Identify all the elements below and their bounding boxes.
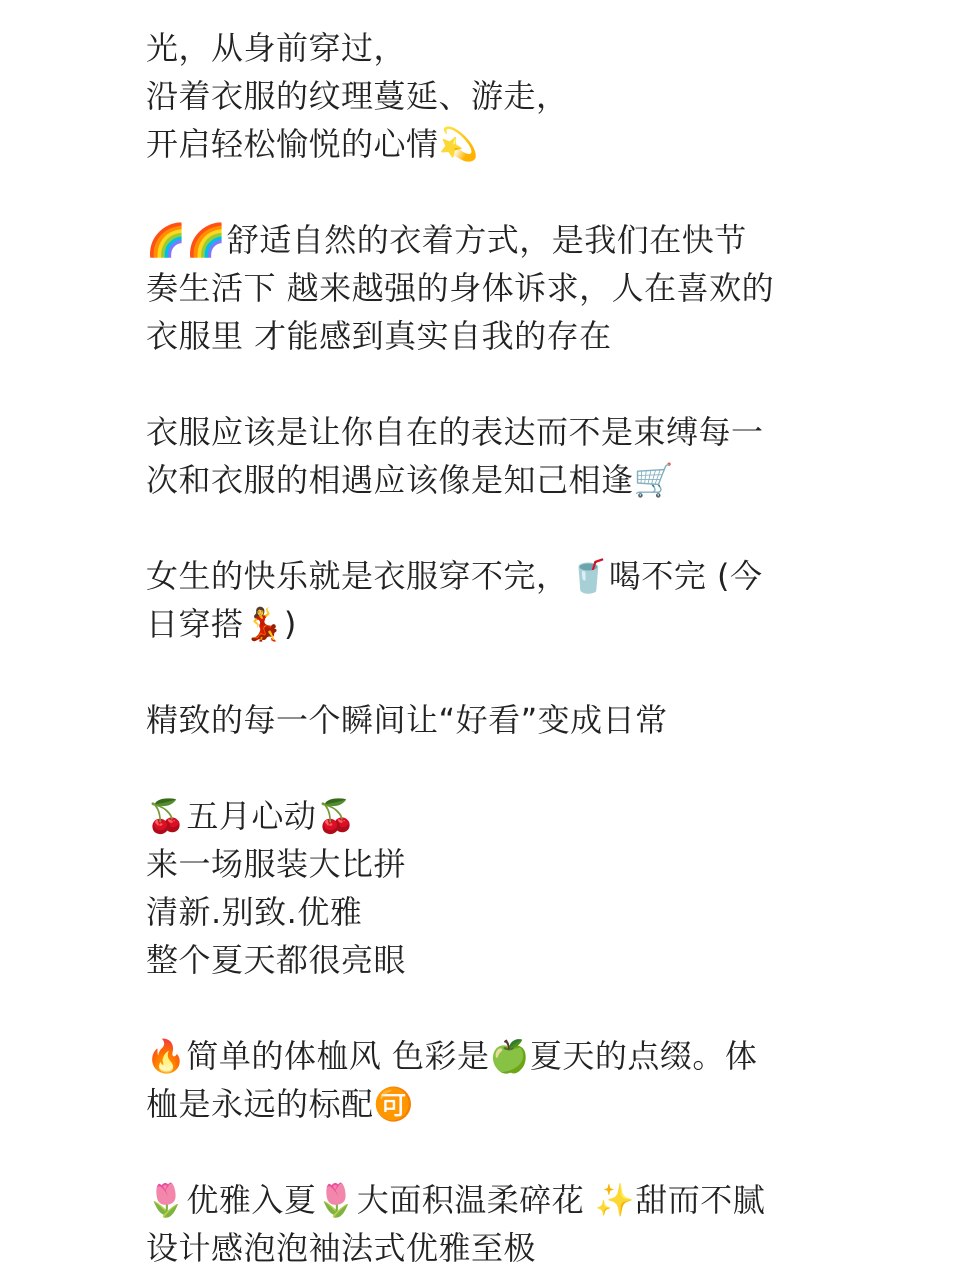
text-line: 设计感泡泡袖法式优雅至极 — [146, 1229, 537, 1267]
text-line: 奏生活下 越来越强的身体诉求，人在喜欢的 — [146, 269, 775, 307]
text-line: 次和衣服的相遇应该像是知己相逢🛒 — [146, 461, 674, 499]
text-line: 日穿搭💃) — [146, 605, 297, 643]
text-line: 🌷优雅入夏🌷大面积温柔碎花 ✨甜而不腻 — [146, 1181, 766, 1219]
text-line: 整个夏天都很亮眼 — [146, 941, 407, 979]
text-line: 光，从身前穿过， — [146, 29, 407, 67]
text-line: 女生的快乐就是衣服穿不完，🥤喝不完 (今 — [146, 557, 763, 595]
text-line: 清新.别致.优雅 — [146, 893, 363, 931]
text-line: 🌈🌈舒适自然的衣着方式，是我们在快节 — [146, 221, 747, 259]
text-line: 精致的每一个瞬间让“好看”变成日常 — [146, 701, 668, 739]
text-line: 开启轻松愉悦的心情💫 — [146, 125, 479, 163]
text-line: 🔥简单的体桖风 色彩是🍏夏天的点缀。体 — [146, 1037, 758, 1075]
text-line: 衣服里 才能感到真实自我的存在 — [146, 317, 612, 355]
text-line: 衣服应该是让你自在的表达而不是束缚每一 — [146, 413, 764, 451]
text-line: 来一场服装大比拼 — [146, 845, 407, 883]
text-line: 桖是永远的标配🉑 — [146, 1085, 414, 1123]
text-line: 沿着衣服的纹理蔓延、游走， — [146, 77, 569, 115]
text-line: 🍒五月心动🍒 — [146, 797, 357, 835]
